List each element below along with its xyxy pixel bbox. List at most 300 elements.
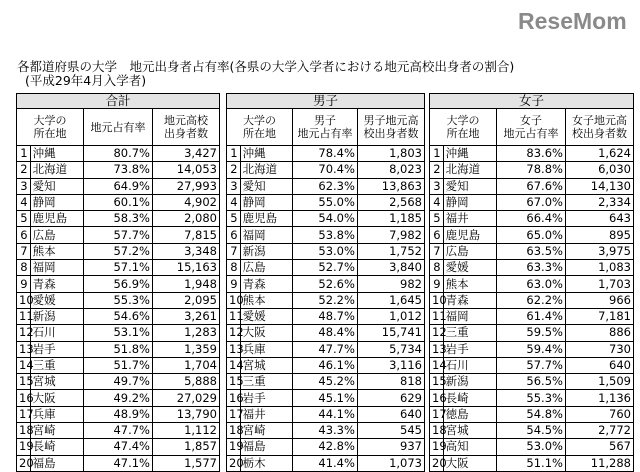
student-count: 1,624 (565, 146, 633, 162)
share-rate: 83.6% (496, 146, 565, 162)
rank-number: 18 (227, 423, 241, 439)
table-row (430, 211, 634, 227)
table-row (430, 341, 634, 357)
prefecture-name: 北海道 (240, 162, 292, 178)
rank-number: 11 (430, 308, 444, 324)
table-row (17, 211, 220, 227)
share-rate: 54.6% (83, 308, 152, 324)
student-count: 14,053 (153, 162, 220, 178)
prefecture-name: 三重 (30, 357, 83, 373)
rank-number: 20 (17, 455, 31, 471)
prefecture-name: 福島 (240, 439, 292, 455)
table-row (17, 162, 220, 178)
rank-number: 13 (17, 341, 31, 357)
student-count: 15,163 (153, 260, 220, 276)
table-row (430, 178, 634, 194)
student-count: 7,982 (357, 227, 424, 243)
prefecture-name: 鹿児島 (30, 211, 83, 227)
student-count: 4,902 (153, 194, 220, 210)
student-count: 15,741 (357, 325, 424, 341)
column-header: 女子 地元占有率 (496, 109, 565, 146)
prefecture-name: 高知 (443, 439, 496, 455)
rank-number: 4 (227, 194, 241, 210)
table-row (430, 194, 634, 210)
column-header: 大学の 所在地 (17, 109, 84, 146)
student-count: 3,116 (357, 357, 424, 373)
logo-text: ReseMom (518, 8, 627, 34)
share-rate: 59.5% (496, 325, 565, 341)
share-rate: 66.4% (496, 211, 565, 227)
table-row (430, 260, 634, 276)
table-row (227, 455, 425, 471)
page-subtitle: (平成29年4月入学者) (25, 73, 147, 88)
rank-number: 2 (430, 162, 444, 178)
rank-number: 14 (17, 357, 31, 373)
rank-number: 15 (17, 374, 31, 390)
share-rate: 78.4% (292, 146, 357, 162)
share-rate: 62.2% (496, 292, 565, 308)
prefecture-name: 宮崎 (240, 423, 292, 439)
prefecture-name: 大阪 (443, 455, 496, 471)
share-rate: 54.5% (496, 423, 565, 439)
prefecture-name: 静岡 (443, 194, 496, 210)
table-row (17, 325, 220, 341)
table-row (430, 308, 634, 324)
rank-number: 19 (227, 439, 241, 455)
prefecture-name: 熊本 (443, 276, 496, 292)
prefecture-name: 宮城 (443, 423, 496, 439)
table-row (227, 260, 425, 276)
prefecture-name: 福島 (30, 455, 83, 471)
rank-number: 14 (227, 357, 241, 373)
student-count: 1,359 (153, 341, 220, 357)
table-row (17, 308, 220, 324)
rank-number: 6 (430, 227, 444, 243)
rank-number: 3 (227, 178, 241, 194)
share-rate: 49.2% (83, 390, 152, 406)
rank-number: 15 (227, 374, 241, 390)
rank-number: 4 (430, 194, 444, 210)
table-row (227, 292, 425, 308)
share-rate: 55.3% (496, 390, 565, 406)
table-row (227, 243, 425, 259)
share-rate: 51.7% (83, 357, 152, 373)
table-row (430, 390, 634, 406)
table-group-header: 合計 (17, 94, 220, 109)
prefecture-name: 大阪 (240, 325, 292, 341)
prefecture-name: 沖縄 (240, 146, 292, 162)
student-count: 1,283 (153, 325, 220, 341)
table-row (17, 260, 220, 276)
rank-number: 11 (17, 308, 31, 324)
table-row (227, 308, 425, 324)
share-rate: 54.0% (292, 211, 357, 227)
student-count: 27,029 (153, 390, 220, 406)
table-total (16, 93, 220, 472)
share-rate: 63.5% (496, 243, 565, 259)
share-rate: 46.1% (292, 357, 357, 373)
table-row (17, 146, 220, 162)
share-rate: 52.6% (292, 276, 357, 292)
prefecture-name: 長崎 (443, 390, 496, 406)
prefecture-name: 石川 (30, 325, 83, 341)
student-count: 1,012 (357, 308, 424, 324)
student-count: 640 (565, 357, 633, 373)
prefecture-name: 静岡 (240, 194, 292, 210)
student-count: 640 (357, 406, 424, 422)
rank-number: 8 (17, 260, 31, 276)
rank-number: 5 (17, 211, 31, 227)
student-count: 7,181 (565, 308, 633, 324)
student-count: 1,185 (357, 211, 424, 227)
student-count: 2,334 (565, 194, 633, 210)
table-row (17, 194, 220, 210)
share-rate: 47.7% (83, 423, 152, 439)
student-count: 1,509 (565, 374, 633, 390)
prefecture-name: 鹿児島 (443, 227, 496, 243)
rank-number: 2 (17, 162, 31, 178)
table-row (430, 243, 634, 259)
student-count: 818 (357, 374, 424, 390)
share-rate: 47.7% (292, 341, 357, 357)
student-count: 8,023 (357, 162, 424, 178)
rank-number: 9 (227, 276, 241, 292)
rank-number: 5 (227, 211, 241, 227)
prefecture-name: 青森 (443, 292, 496, 308)
table-male (226, 93, 425, 472)
table-row (17, 374, 220, 390)
rank-number: 11 (227, 308, 241, 324)
prefecture-name: 福岡 (443, 308, 496, 324)
share-rate: 55.3% (83, 292, 152, 308)
share-rate: 67.0% (496, 194, 565, 210)
prefecture-name: 兵庫 (240, 341, 292, 357)
table-row (227, 357, 425, 373)
prefecture-name: 青森 (30, 276, 83, 292)
rank-number: 3 (430, 178, 444, 194)
share-rate: 56.5% (496, 374, 565, 390)
table-row (430, 423, 634, 439)
page-title: 各都道府県の大学 地元出身者占有率(各県の大学入学者における地元高校出身者の割合) (17, 59, 515, 74)
share-rate: 53.8% (292, 227, 357, 243)
student-count: 1,073 (357, 455, 424, 471)
table-row (227, 146, 425, 162)
share-rate: 73.8% (83, 162, 152, 178)
share-rate: 78.8% (496, 162, 565, 178)
prefecture-name: 広島 (240, 260, 292, 276)
prefecture-name: 新潟 (240, 243, 292, 259)
share-rate: 58.3% (83, 211, 152, 227)
table-row (17, 341, 220, 357)
share-rate: 49.7% (83, 374, 152, 390)
student-count: 6,030 (565, 162, 633, 178)
student-count: 5,888 (153, 374, 220, 390)
table-row (430, 325, 634, 341)
resemom-logo (518, 2, 630, 42)
rank-number: 7 (17, 243, 31, 259)
student-count: 3,348 (153, 243, 220, 259)
prefecture-name: 熊本 (240, 292, 292, 308)
prefecture-name: 愛知 (30, 178, 83, 194)
table-female (429, 93, 634, 472)
table-row (227, 194, 425, 210)
table-row (227, 390, 425, 406)
rank-number: 12 (17, 325, 31, 341)
rank-number: 1 (227, 146, 241, 162)
share-rate: 53.1% (83, 325, 152, 341)
share-rate: 47.1% (83, 455, 152, 471)
column-header: 男子 地元占有率 (292, 109, 357, 146)
table-row (227, 341, 425, 357)
table-row (17, 455, 220, 471)
share-rate: 52.2% (292, 292, 357, 308)
student-count: 1,112 (153, 423, 220, 439)
column-header: 大学の 所在地 (227, 109, 293, 146)
share-rate: 44.1% (292, 406, 357, 422)
student-count: 895 (565, 227, 633, 243)
share-rate: 47.4% (83, 439, 152, 455)
share-rate: 51.1% (496, 455, 565, 471)
rank-number: 12 (430, 325, 444, 341)
table-row (430, 292, 634, 308)
table-row (227, 439, 425, 455)
rank-number: 9 (430, 276, 444, 292)
rank-number: 20 (227, 455, 241, 471)
student-count: 629 (357, 390, 424, 406)
prefecture-name: 宮城 (30, 374, 83, 390)
student-count: 937 (357, 439, 424, 455)
share-rate: 45.1% (292, 390, 357, 406)
prefecture-name: 鹿児島 (240, 211, 292, 227)
table-row (17, 276, 220, 292)
column-header: 女子地元高 校出身者数 (565, 109, 633, 146)
table-row (17, 423, 220, 439)
prefecture-name: 新潟 (443, 374, 496, 390)
table-row (17, 243, 220, 259)
table-row (17, 292, 220, 308)
share-rate: 57.7% (83, 227, 152, 243)
student-count: 643 (565, 211, 633, 227)
rank-number: 10 (17, 292, 31, 308)
prefecture-name: 大阪 (30, 390, 83, 406)
student-count: 2,095 (153, 292, 220, 308)
rank-number: 10 (430, 292, 444, 308)
table-row (227, 178, 425, 194)
table-row (430, 146, 634, 162)
table-row (430, 227, 634, 243)
rank-number: 5 (430, 211, 444, 227)
student-count: 567 (565, 439, 633, 455)
table-row (17, 439, 220, 455)
rank-number: 12 (227, 325, 241, 341)
prefecture-name: 北海道 (30, 162, 83, 178)
rank-number: 4 (17, 194, 31, 210)
student-count: 1,704 (153, 357, 220, 373)
student-count: 545 (357, 423, 424, 439)
student-count: 7,815 (153, 227, 220, 243)
share-rate: 48.7% (292, 308, 357, 324)
table-row (227, 325, 425, 341)
share-rate: 56.9% (83, 276, 152, 292)
share-rate: 42.8% (292, 439, 357, 455)
prefecture-name: 福井 (240, 406, 292, 422)
share-rate: 63.3% (496, 260, 565, 276)
share-rate: 60.1% (83, 194, 152, 210)
student-count: 1,136 (565, 390, 633, 406)
share-rate: 57.2% (83, 243, 152, 259)
table-row (430, 406, 634, 422)
table-row (17, 406, 220, 422)
student-count: 1,083 (565, 260, 633, 276)
table-row (227, 406, 425, 422)
share-rate: 70.4% (292, 162, 357, 178)
column-header: 地元高校 出身者数 (153, 109, 220, 146)
prefecture-name: 三重 (443, 325, 496, 341)
prefecture-name: 福岡 (240, 227, 292, 243)
share-rate: 53.0% (292, 243, 357, 259)
table-row (17, 227, 220, 243)
student-count: 1,752 (357, 243, 424, 259)
prefecture-name: 宮崎 (30, 423, 83, 439)
student-count: 730 (565, 341, 633, 357)
rank-number: 18 (17, 423, 31, 439)
student-count: 14,130 (565, 178, 633, 194)
share-rate: 59.4% (496, 341, 565, 357)
share-rate: 55.0% (292, 194, 357, 210)
student-count: 2,772 (565, 423, 633, 439)
rank-number: 19 (430, 439, 444, 455)
prefecture-name: 愛媛 (240, 308, 292, 324)
prefecture-name: 岩手 (443, 341, 496, 357)
prefecture-name: 広島 (443, 243, 496, 259)
student-count: 11,288 (565, 455, 633, 471)
rank-number: 10 (227, 292, 241, 308)
rank-number: 19 (17, 439, 31, 455)
prefecture-name: 石川 (443, 357, 496, 373)
prefecture-name: 愛媛 (443, 260, 496, 276)
prefecture-name: 沖縄 (443, 146, 496, 162)
rank-number: 6 (17, 227, 31, 243)
rank-number: 16 (227, 390, 241, 406)
prefecture-name: 宮城 (240, 357, 292, 373)
rank-number: 2 (227, 162, 241, 178)
prefecture-name: 熊本 (30, 243, 83, 259)
student-count: 13,790 (153, 406, 220, 422)
prefecture-name: 三重 (240, 374, 292, 390)
table-row (430, 455, 634, 471)
student-count: 982 (357, 276, 424, 292)
student-count: 13,863 (357, 178, 424, 194)
student-count: 1,577 (153, 455, 220, 471)
prefecture-name: 静岡 (30, 194, 83, 210)
table-row (430, 374, 634, 390)
prefecture-name: 福岡 (30, 260, 83, 276)
rank-number: 17 (17, 406, 31, 422)
student-count: 1,703 (565, 276, 633, 292)
share-rate: 41.4% (292, 455, 357, 471)
rank-number: 7 (227, 243, 241, 259)
table-row (227, 374, 425, 390)
student-count: 966 (565, 292, 633, 308)
rank-number: 8 (430, 260, 444, 276)
prefecture-name: 愛知 (443, 178, 496, 194)
table-row (227, 423, 425, 439)
table-row (17, 178, 220, 194)
table-row (430, 276, 634, 292)
share-rate: 43.3% (292, 423, 357, 439)
table-row (227, 162, 425, 178)
table-row (17, 357, 220, 373)
prefecture-name: 長崎 (30, 439, 83, 455)
rank-number: 20 (430, 455, 444, 471)
rank-number: 6 (227, 227, 241, 243)
table-row (227, 211, 425, 227)
prefecture-name: 沖縄 (30, 146, 83, 162)
rank-number: 1 (430, 146, 444, 162)
share-rate: 48.4% (292, 325, 357, 341)
share-rate: 48.9% (83, 406, 152, 422)
prefecture-name: 新潟 (30, 308, 83, 324)
column-header: 男子地元高 校出身者数 (357, 109, 424, 146)
share-rate: 52.7% (292, 260, 357, 276)
table-row (430, 162, 634, 178)
share-rate: 53.0% (496, 439, 565, 455)
share-rate: 65.0% (496, 227, 565, 243)
rank-number: 17 (227, 406, 241, 422)
table-row (17, 390, 220, 406)
prefecture-name: 広島 (30, 227, 83, 243)
student-count: 886 (565, 325, 633, 341)
rank-number: 9 (17, 276, 31, 292)
table-row (227, 227, 425, 243)
rank-number: 18 (430, 423, 444, 439)
table-group-header: 女子 (430, 94, 634, 109)
rank-number: 3 (17, 178, 31, 194)
student-count: 1,948 (153, 276, 220, 292)
share-rate: 51.8% (83, 341, 152, 357)
rank-number: 1 (17, 146, 31, 162)
prefecture-name: 徳島 (443, 406, 496, 422)
table-row (430, 439, 634, 455)
student-count: 3,975 (565, 243, 633, 259)
column-header: 大学の 所在地 (430, 109, 497, 146)
share-rate: 54.8% (496, 406, 565, 422)
share-rate: 64.9% (83, 178, 152, 194)
prefecture-name: 北海道 (443, 162, 496, 178)
rank-number: 13 (227, 341, 241, 357)
share-rate: 63.0% (496, 276, 565, 292)
rank-number: 13 (430, 341, 444, 357)
student-count: 760 (565, 406, 633, 422)
prefecture-name: 福井 (443, 211, 496, 227)
student-count: 2,568 (357, 194, 424, 210)
table-group-header: 男子 (227, 94, 425, 109)
rank-number: 14 (430, 357, 444, 373)
student-count: 3,427 (153, 146, 220, 162)
student-count: 3,840 (357, 260, 424, 276)
share-rate: 67.6% (496, 178, 565, 194)
prefecture-name: 栃木 (240, 455, 292, 471)
prefecture-name: 愛知 (240, 178, 292, 194)
rank-number: 16 (430, 390, 444, 406)
rank-number: 17 (430, 406, 444, 422)
share-rate: 45.2% (292, 374, 357, 390)
rank-number: 16 (17, 390, 31, 406)
table-row (430, 357, 634, 373)
student-count: 1,645 (357, 292, 424, 308)
student-count: 27,993 (153, 178, 220, 194)
prefecture-name: 愛媛 (30, 292, 83, 308)
